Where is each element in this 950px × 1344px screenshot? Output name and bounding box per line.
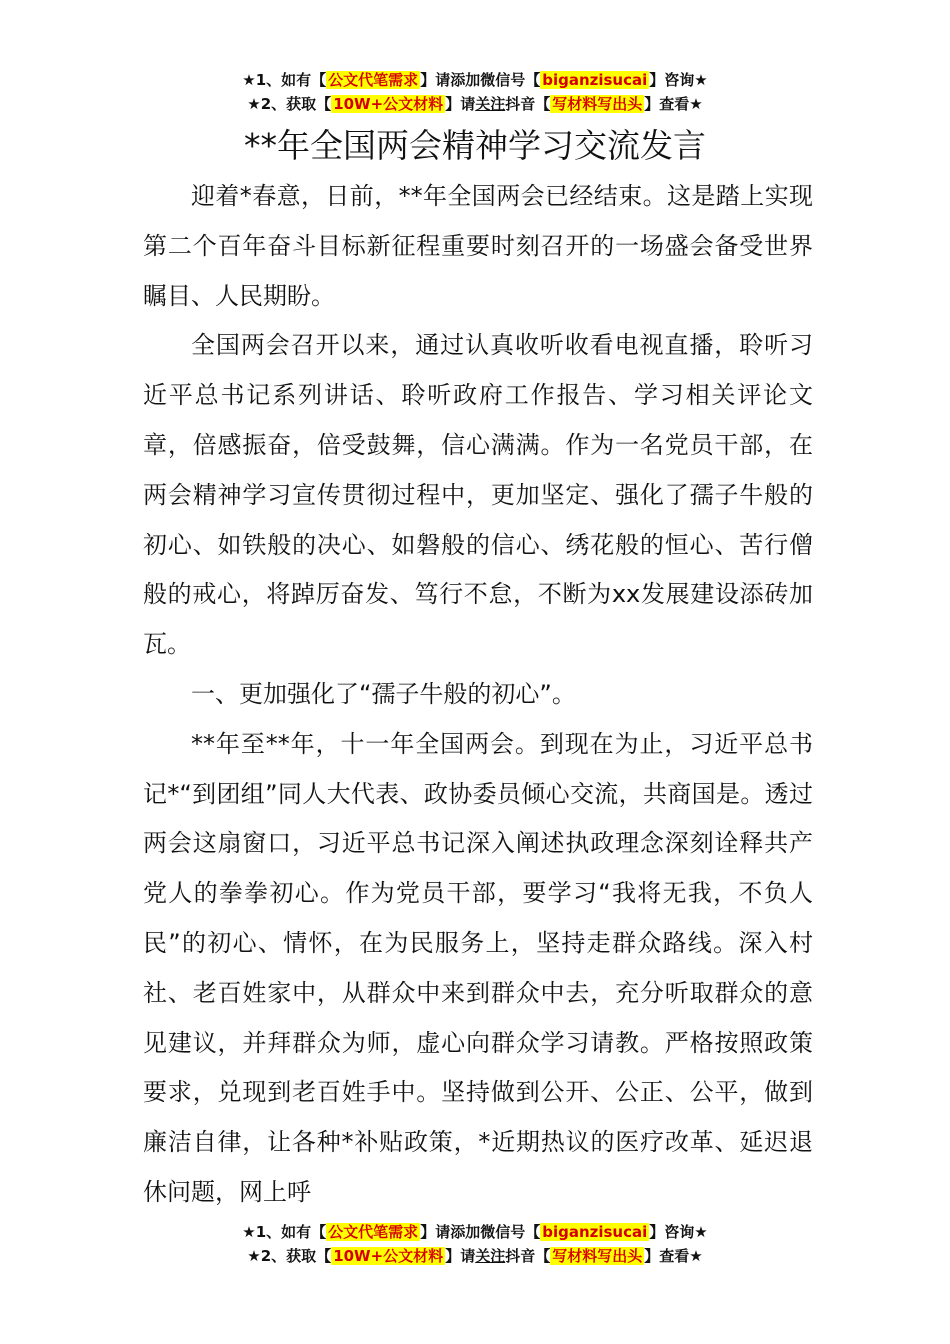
banner-text: 】咨询★ [649, 71, 708, 89]
banner-line-1 [0, 1220, 950, 1244]
page-title: **年全国两会精神学习交流发言 [244, 126, 706, 165]
banner-text: 2、获取【 [260, 1247, 332, 1265]
banner-text: 】请添加微信号【 [420, 1223, 541, 1241]
banner-underlined-text: 关注 [475, 95, 506, 113]
document-body [143, 172, 813, 1218]
banner-highlight: 10W+公文材料 [333, 1247, 444, 1265]
banner-highlight: 公文代笔需求 [328, 71, 419, 89]
douyin-id-highlight: 写材料写出头 [552, 1247, 643, 1265]
banner-text: 1、如有【 [255, 1223, 327, 1241]
star-icon: ★ [247, 1247, 261, 1265]
banner-text: 】请 [445, 1247, 476, 1265]
wechat-id-highlight: biganzisucai [542, 1223, 648, 1241]
banner-text: 】查看★ [644, 95, 703, 113]
footer-banner [0, 1220, 950, 1268]
banner-text: 】请 [445, 95, 476, 113]
wechat-id-highlight: biganzisucai [542, 71, 648, 89]
banner-text: 】查看★ [644, 1247, 703, 1265]
douyin-id-highlight: 写材料写出头 [552, 95, 643, 113]
banner-line-2 [0, 1244, 950, 1268]
banner-text: 】请添加微信号【 [420, 71, 541, 89]
star-icon: ★ [242, 1223, 256, 1241]
banner-text: 抖音【 [505, 95, 551, 113]
star-icon: ★ [242, 71, 256, 89]
header-banner [0, 68, 950, 116]
banner-line-1 [0, 68, 950, 92]
banner-highlight: 10W+公文材料 [333, 95, 444, 113]
banner-text: 抖音【 [505, 1247, 551, 1265]
banner-text: 1、如有【 [255, 71, 327, 89]
paragraph: **年至**年，十一年全国两会。到现在为止，习近平总书记*“到团组”同人大代表、政协委员倾心交流，共商国是。透过两会这扇窗口，习近平总书记深入阐述执政理念深刻诠释共产党人的拳拳初心。作为党员干部，要学习“我将无我，不负人民”的初心、情怀，在为民服务上，坚持走群众路线。深入村社、老百姓家中，从群众中来到群众中去，充分听取群众的意见建议，并拜群众为师，虚心向群众学习请教。严格按照政策要求，兑现到老百姓手中。坚持做到公开、公正、公平，做到廉洁自律，让各种*补贴政策，*近期热议的医疗改革、延迟退休问题，网上呼 [143, 729, 813, 1206]
paragraph: 迎着*春意，日前，**年全国两会已经结束。这是踏上实现第二个百年奋斗目标新征程重要时刻召开的一场盛会备受世界瞩目、人民期盼。 [143, 182, 813, 310]
banner-text: 2、获取【 [260, 95, 332, 113]
banner-line-2 [0, 92, 950, 116]
star-icon: ★ [247, 95, 261, 113]
section-heading: 一、更加强化了“孺子牛般的初心”。 [191, 679, 576, 708]
paragraph: 全国两会召开以来，通过认真收听收看电视直播，聆听习近平总书记系列讲话、聆听政府工作报告、学习相关评论文章，倍感振奋，倍受鼓舞，信心满满。作为一名党员干部，在两会精神学习宣传贯彻过程中，更加坚定、强化了孺子牛般的初心、如铁般的决心、如磐般的信心、绣花般的恒心、苦行僧般的戒心，将踔厉奋发、笃行不怠，不断为xx发展建设添砖加瓦。 [143, 331, 813, 659]
banner-highlight: 公文代笔需求 [328, 1223, 419, 1241]
banner-underlined-text: 关注 [475, 1247, 506, 1265]
banner-text: 】咨询★ [649, 1223, 708, 1241]
